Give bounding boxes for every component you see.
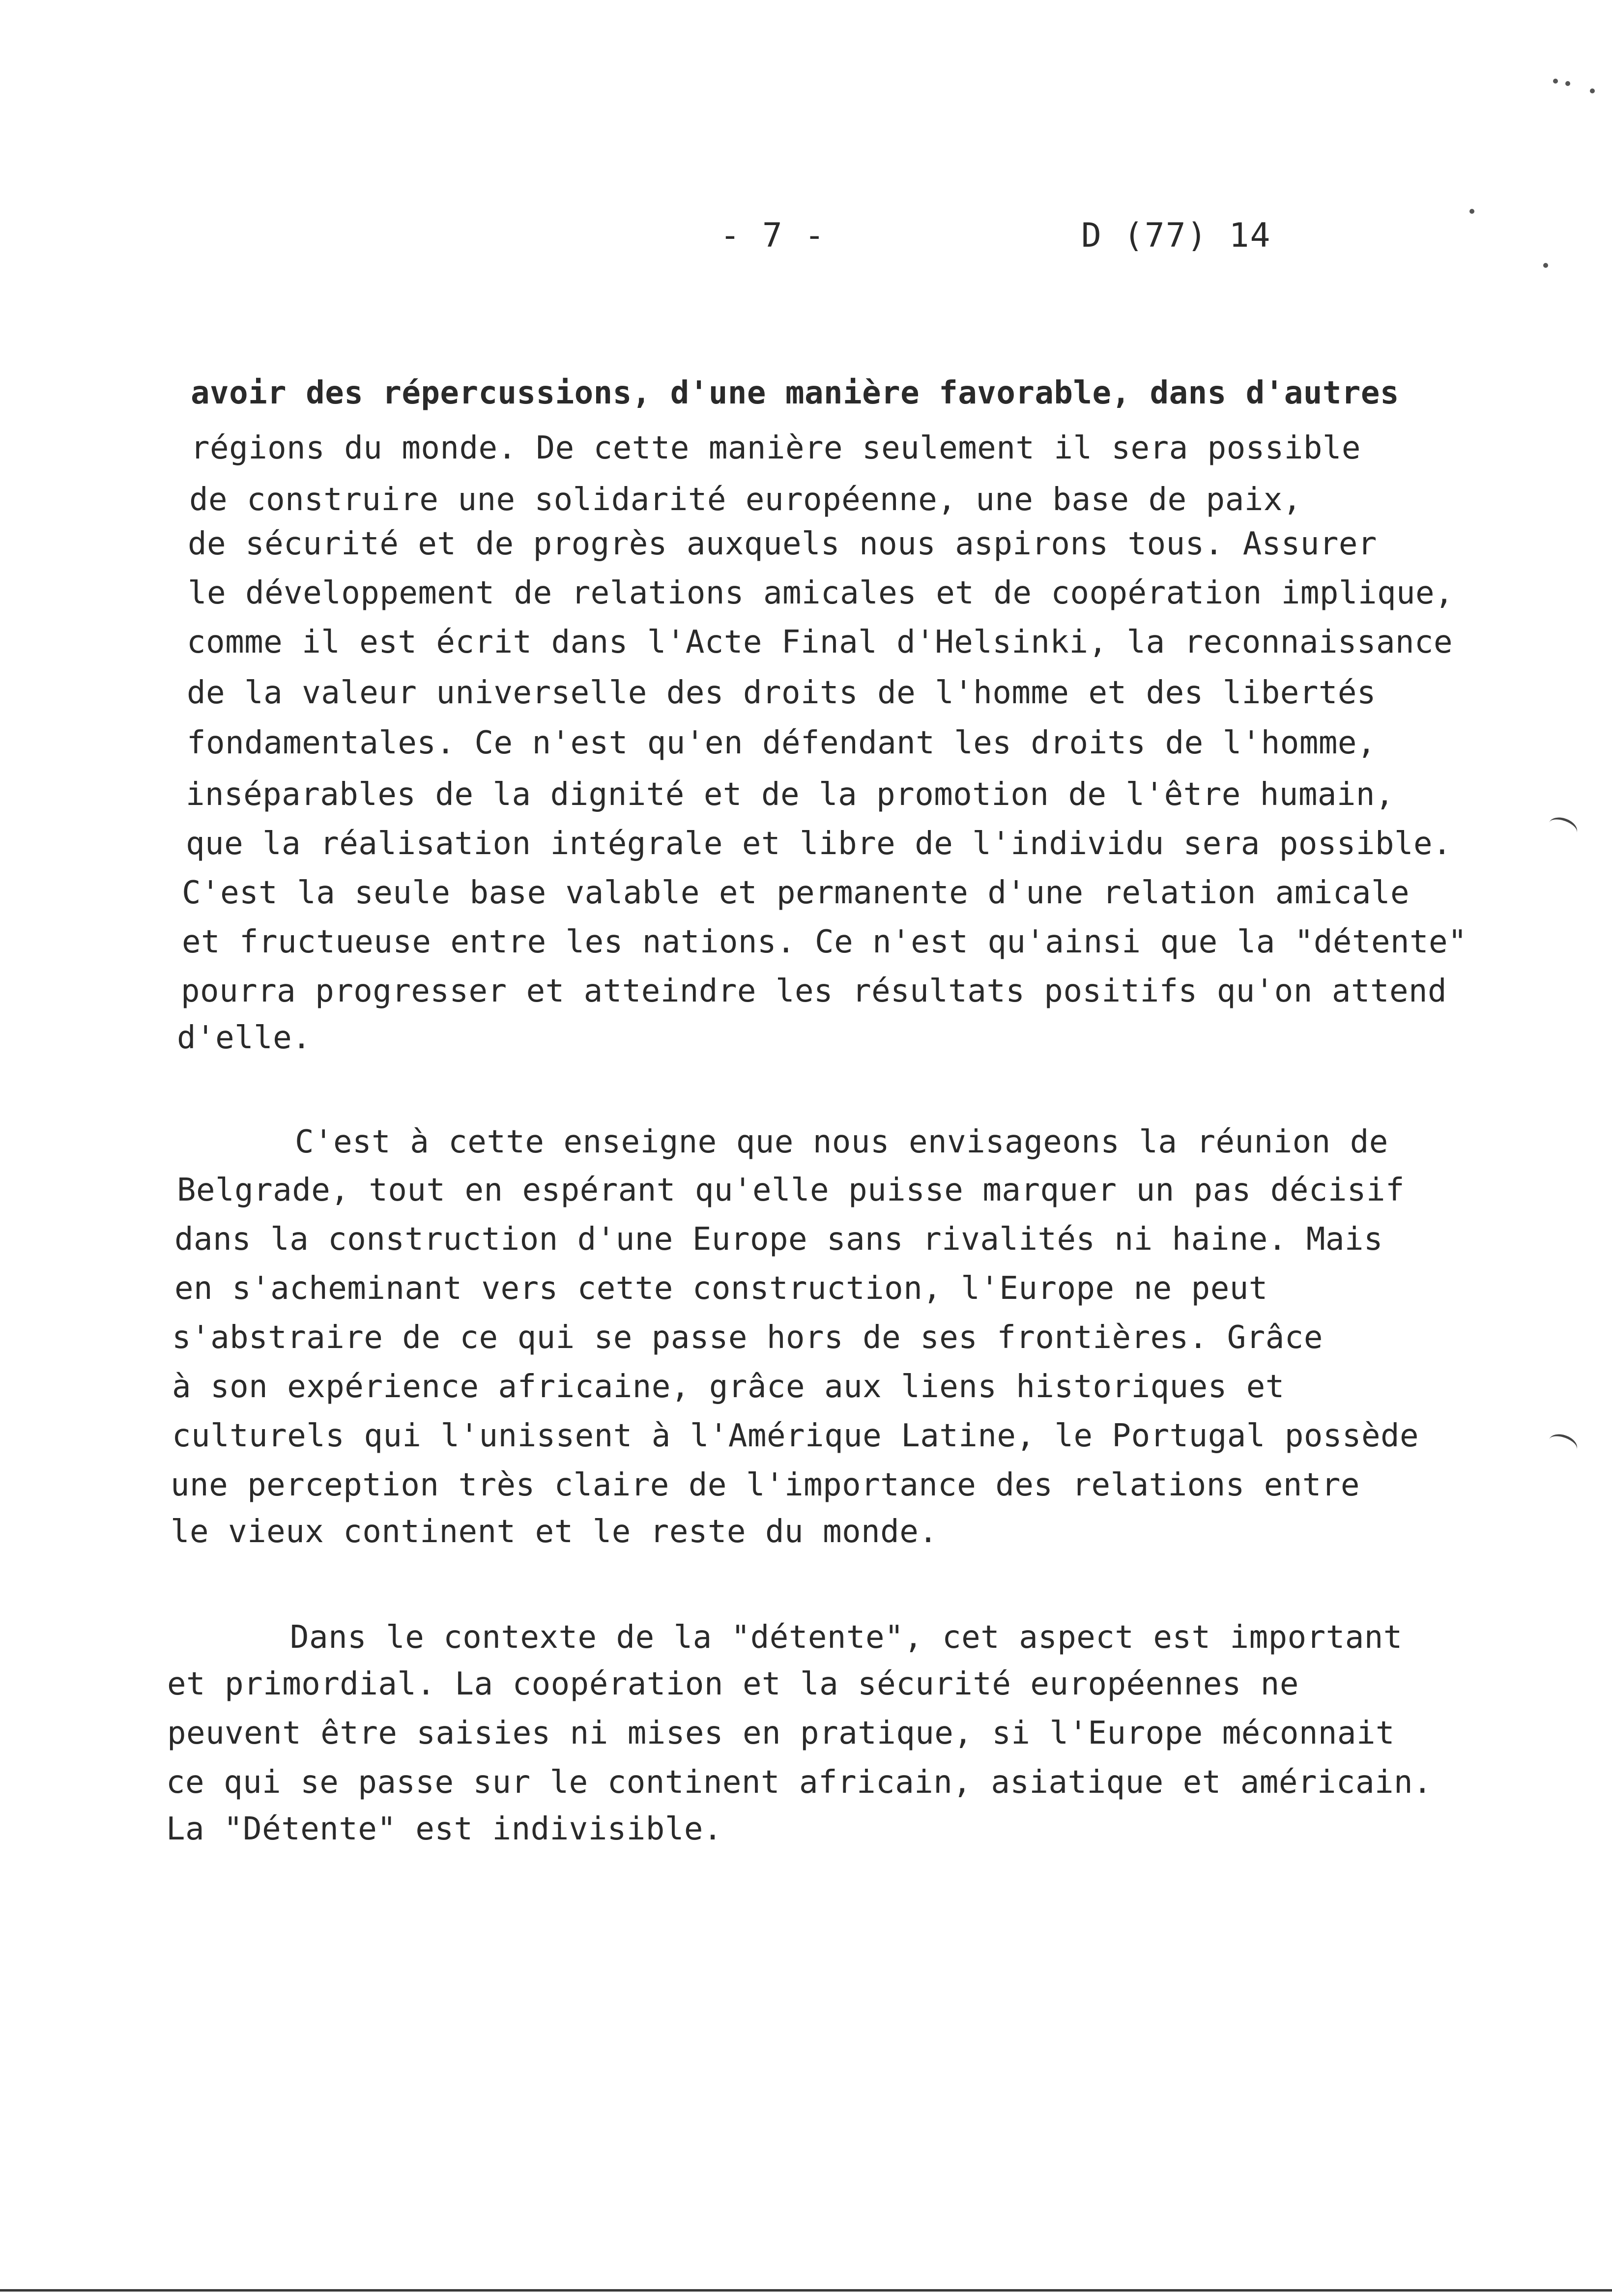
document-reference: D (77) 14 — [1081, 216, 1271, 255]
text-line: avoir des répercussions, d'une manière favorable, dans d'autres — [191, 375, 1399, 411]
text-line: le développement de relations amicales et de coopération implique, — [188, 575, 1454, 611]
text-line: en s'acheminant vers cette construction, l'Europe ne peut — [174, 1270, 1268, 1307]
text-line: ce qui se passe sur le continent africain, asiatique et américain. — [166, 1764, 1433, 1801]
text-line: que la réalisation intégrale et libre de l'individu sera possible. — [186, 826, 1452, 862]
text-line: La "Détente" est indivisible. — [166, 1811, 722, 1847]
text-line: régions du monde. De cette manière seulement il sera possible — [191, 430, 1361, 466]
text-line: de la valeur universelle des droits de l'homme et des libertés — [187, 675, 1376, 711]
text-line: pourra progresser et atteindre les résultats positifs qu'on attend — [181, 973, 1447, 1009]
text-line: et primordial. La coopération et la sécurité européennes ne — [167, 1666, 1299, 1702]
text-line: une perception très claire de l'importance des relations entre — [171, 1467, 1360, 1503]
text-line: Belgrade, tout en espérant qu'elle puisse marquer un pas décisif — [177, 1172, 1405, 1208]
text-line: C'est la seule base valable et permanente d'une relation amicale — [182, 875, 1410, 911]
scan-speck — [1590, 88, 1595, 93]
text-line: s'abstraire de ce qui se passe hors de ses frontières. Grâce — [172, 1320, 1323, 1356]
text-line: de sécurité et de progrès auxquels nous aspirons tous. Assurer — [188, 526, 1377, 562]
text-line: culturels qui l'unissent à l'Amérique Latine, le Portugal possède — [172, 1418, 1419, 1454]
text-line: et fructueuse entre les nations. Ce n'est qu'ainsi que la "détente" — [182, 924, 1468, 960]
text-line: fondamentales. Ce n'est qu'en défendant les droits de l'homme, — [187, 725, 1376, 761]
text-line: comme il est écrit dans l'Acte Final d'Helsinki, la reconnaissance — [187, 624, 1453, 660]
text-line: dans la construction d'une Europe sans rivalités ni haine. Mais — [174, 1221, 1383, 1258]
text-line: C'est à cette enseigne que nous envisageons la réunion de — [295, 1124, 1388, 1160]
scan-speck — [1469, 209, 1474, 214]
text-line: de construire une solidarité européenne, une base de paix, — [189, 482, 1302, 518]
margin-mark — [1546, 1431, 1580, 1459]
text-line: Dans le contexte de la "détente", cet aspect est important — [290, 1619, 1403, 1656]
margin-mark — [1546, 814, 1580, 842]
page-number: - 7 - — [720, 216, 826, 255]
scan-speck — [1553, 79, 1558, 84]
bottom-rule — [0, 2289, 1612, 2292]
text-line: peuvent être saisies ni mises en pratique, si l'Europe méconnait — [167, 1715, 1395, 1751]
text-line: le vieux continent et le reste du monde. — [171, 1514, 938, 1550]
text-line: à son expérience africaine, grâce aux liens historiques et — [172, 1369, 1285, 1405]
scan-speck — [1565, 81, 1570, 86]
scan-speck — [1543, 263, 1548, 268]
text-line: d'elle. — [177, 1020, 312, 1056]
text-line: inséparables de la dignité et de la promotion de l'être humain, — [186, 776, 1394, 813]
